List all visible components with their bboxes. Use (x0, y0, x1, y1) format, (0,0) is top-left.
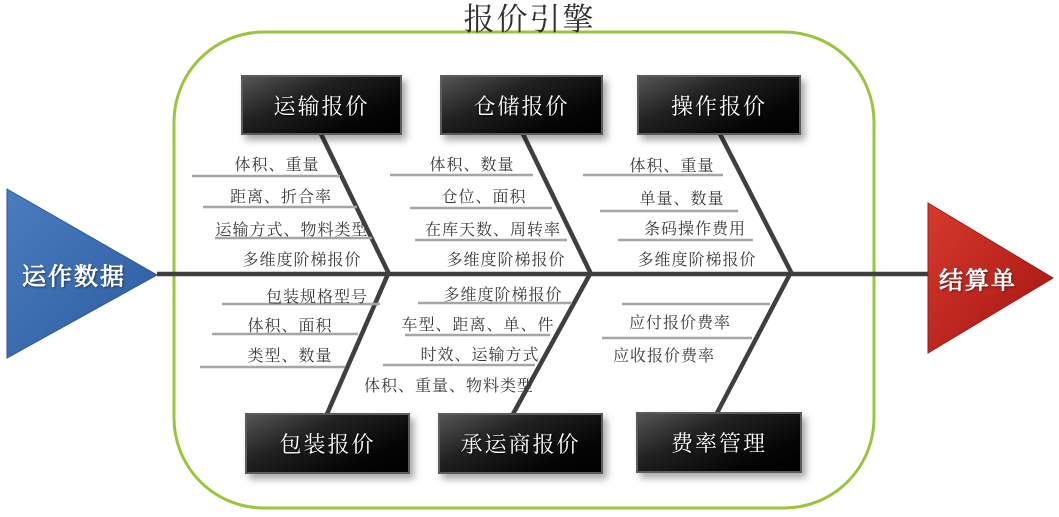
factor-label: 体积、重量 (629, 158, 715, 175)
category-box-rate-management: 费率管理 (636, 412, 802, 473)
diagram-title: 报价引擎 (463, 2, 596, 37)
rib-rate (717, 274, 790, 413)
factor-label: 仓位、面积 (441, 189, 527, 206)
factor-label: 条码操作费用 (643, 221, 747, 238)
factor-label: 体积、重量 (234, 157, 320, 174)
factor-label: 体积、重量、物料类型 (363, 378, 535, 395)
category-box-transport-quote: 运输报价 (241, 75, 402, 135)
factor-label: 单量、数量 (639, 191, 725, 208)
factor-label: 在库天数、周转率 (424, 222, 562, 239)
factor-label: 车型、距离、单、件 (401, 317, 555, 334)
factor-label: 多维度阶梯报价 (446, 252, 566, 269)
factor-label: 类型、数量 (247, 348, 333, 365)
factor-label: 应收报价费率 (612, 348, 716, 365)
factor-label: 时效、运输方式 (420, 347, 540, 364)
output-arrow-label: 结算单 (939, 267, 1017, 295)
factor-label: 多维度阶梯报价 (637, 252, 757, 269)
factor-label: 运输方式、物料类型 (215, 222, 369, 239)
factor-label: 包装规格型号 (265, 289, 369, 306)
factor-label: 多维度阶梯报价 (443, 287, 563, 304)
factor-label: 多维度阶梯报价 (242, 252, 362, 269)
category-box-carrier-quote: 承运商报价 (438, 413, 603, 474)
category-box-warehouse-quote: 仓储报价 (440, 75, 603, 135)
factor-label: 应付报价费率 (628, 315, 732, 332)
factor-label: 体积、数量 (429, 157, 515, 174)
category-box-operation-quote: 操作报价 (637, 75, 801, 135)
factor-label: 体积、面积 (247, 318, 333, 335)
factor-label: 距离、折合率 (229, 189, 333, 206)
input-arrow-label: 运作数据 (22, 263, 126, 291)
category-box-packaging-quote: 包装报价 (245, 413, 410, 474)
